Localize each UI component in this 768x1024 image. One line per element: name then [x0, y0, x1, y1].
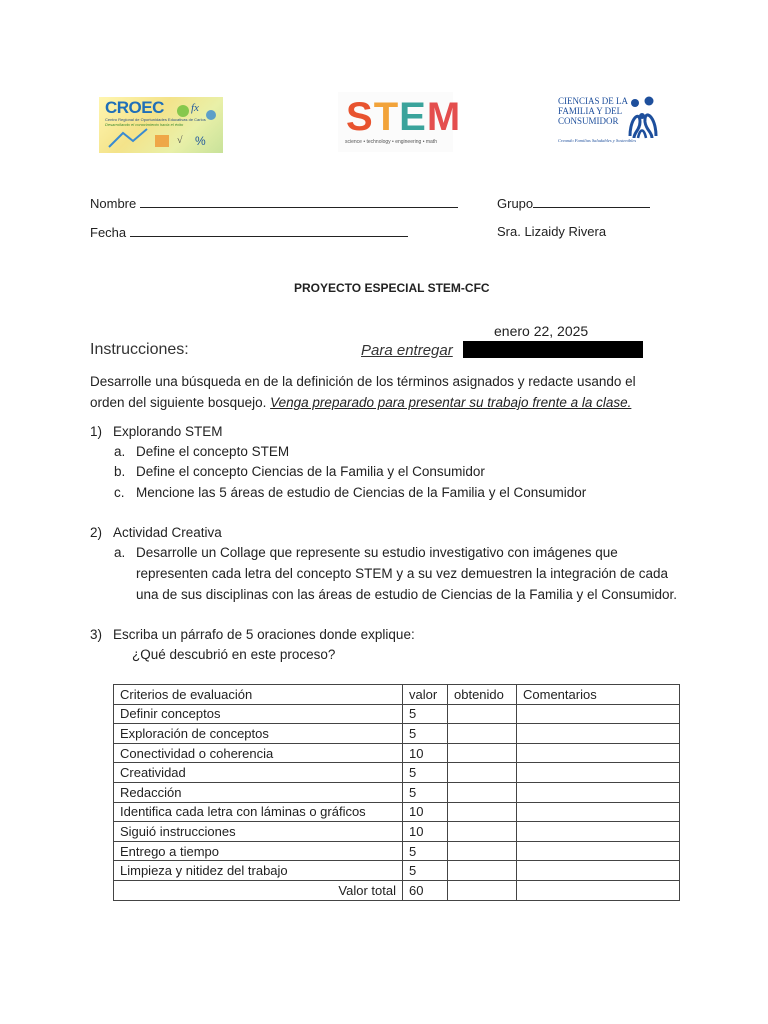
nombre-label: Nombre — [90, 196, 137, 211]
cfc-logo-line: CONSUMIDOR — [558, 116, 619, 126]
valor-cell: 5 — [403, 861, 448, 881]
fecha-label: Fecha — [90, 225, 127, 240]
criterio-cell: Siguió instrucciones — [114, 822, 403, 842]
obtenido-cell[interactable] — [448, 743, 517, 763]
item-marker: a. — [114, 444, 126, 459]
table-row — [114, 743, 680, 763]
grupo-field[interactable] — [497, 195, 650, 211]
list-item: Define el concepto Ciencias de la Familia y el Consumidor — [136, 464, 485, 479]
stem-letter: S — [346, 95, 374, 139]
column-header: obtenido — [448, 685, 517, 705]
criterio-cell: Definir conceptos — [114, 704, 403, 724]
section-number: 1) — [90, 424, 103, 439]
intro-emphasis: Venga preparado para presentar su trabajo frente a la clase. — [270, 395, 632, 410]
list-item-line: Desarrolle un Collage que represente su estudio investigativo con imágenes que — [136, 545, 618, 560]
section-title: Explorando STEM — [113, 424, 223, 439]
table-header-row — [114, 685, 680, 705]
comentarios-cell[interactable] — [517, 802, 680, 822]
page-title: PROYECTO ESPECIAL STEM-CFC — [294, 281, 490, 295]
criterio-cell: Conectividad o coherencia — [114, 743, 403, 763]
obtenido-cell[interactable] — [448, 704, 517, 724]
comentarios-cell[interactable] — [517, 841, 680, 861]
croec-logo — [99, 97, 223, 153]
stem-logo — [338, 92, 462, 152]
list-item: Define el concepto STEM — [136, 444, 290, 459]
item-marker: b. — [114, 464, 126, 479]
teacher-name: Sra. Lizaidy Rivera — [497, 224, 607, 239]
column-header: Criterios de evaluación — [114, 685, 403, 705]
valor-cell: 5 — [403, 782, 448, 802]
section-number: 3) — [90, 627, 103, 642]
family-icon — [626, 96, 660, 140]
croec-logo-line: Centro Regional de Oportunidades Educativas de Carlos — [105, 117, 206, 122]
item-marker: a. — [114, 545, 126, 560]
table-row — [114, 763, 680, 783]
comentarios-cell[interactable] — [517, 724, 680, 744]
section-question: ¿Qué descubrió en este proceso? — [132, 647, 336, 662]
table-row — [114, 704, 680, 724]
section-number: 2) — [90, 525, 103, 540]
criterio-cell: Creatividad — [114, 763, 403, 783]
rubric-table — [113, 684, 680, 901]
stem-letter: E — [399, 95, 427, 139]
grupo-blank-line[interactable] — [533, 195, 650, 208]
criterio-cell: Exploración de conceptos — [114, 724, 403, 744]
due-date: enero 22, 2025 — [494, 323, 589, 339]
valor-cell: 5 — [403, 763, 448, 783]
criterio-cell: Redacción — [114, 782, 403, 802]
intro-text: Desarrolle una búsqueda en de la definición de los términos asignados y redacte usando el orden del siguiente bosquejo. — [90, 374, 636, 410]
valor-cell: 5 — [403, 704, 448, 724]
cfc-logo-line: CIENCIAS DE LA — [558, 96, 628, 106]
croec-logo-graphics — [99, 97, 223, 153]
stem-logo-word — [346, 97, 461, 137]
item-marker: c. — [114, 485, 125, 500]
comentarios-cell[interactable] — [517, 782, 680, 802]
fecha-field[interactable] — [90, 224, 408, 240]
table-row — [114, 822, 680, 842]
valor-cell: 10 — [403, 802, 448, 822]
criterio-cell: Limpieza y nitidez del trabajo — [114, 861, 403, 881]
cfc-logo — [556, 94, 666, 152]
table-row — [114, 782, 680, 802]
criterio-cell: Entrego a tiempo — [114, 841, 403, 861]
grupo-label: Grupo — [497, 196, 534, 211]
comentarios-cell[interactable] — [517, 880, 680, 900]
column-header: valor — [403, 685, 448, 705]
table-row — [114, 861, 680, 881]
valor-cell: 10 — [403, 743, 448, 763]
redacted-block — [463, 341, 643, 358]
obtenido-cell[interactable] — [448, 782, 517, 802]
table-row — [114, 841, 680, 861]
table-row — [114, 724, 680, 744]
croec-logo-title: CROEC — [105, 98, 164, 117]
instrucciones-label: Instrucciones: — [90, 341, 189, 358]
table-total-row — [114, 880, 680, 900]
obtenido-cell[interactable] — [448, 841, 517, 861]
table-row — [114, 802, 680, 822]
valor-cell: 5 — [403, 841, 448, 861]
obtenido-cell[interactable] — [448, 822, 517, 842]
nombre-field[interactable] — [90, 195, 458, 211]
list-item: Mencione las 5 áreas de estudio de Ciencias de la Familia y el Consumidor — [136, 485, 587, 500]
obtenido-cell[interactable] — [448, 763, 517, 783]
svg-text:√: √ — [177, 135, 183, 146]
obtenido-cell[interactable] — [448, 724, 517, 744]
list-item-line: una de sus disciplinas con las áreas de estudio de Ciencias de la Familia y el Consumidor. — [136, 587, 678, 602]
obtenido-cell[interactable] — [448, 861, 517, 881]
comentarios-cell[interactable] — [517, 822, 680, 842]
comentarios-cell[interactable] — [517, 704, 680, 724]
croec-logo-line: Desarrollando el conocimiento hacia el éxito — [105, 122, 184, 127]
valor-cell: 5 — [403, 724, 448, 744]
obtenido-cell[interactable] — [448, 880, 517, 900]
section-title: Actividad Creativa — [113, 525, 222, 540]
entregar-label: Para entregar — [361, 342, 453, 359]
valor-cell: 10 — [403, 822, 448, 842]
cfc-logo-line: FAMILIA Y DEL — [558, 106, 623, 116]
cfc-logo-tagline: Creando Familias Saludables y Sostenibles — [558, 138, 637, 143]
svg-text:%: % — [195, 134, 206, 148]
column-header: Comentarios — [517, 685, 680, 705]
total-value: 60 — [403, 880, 448, 900]
comentarios-cell[interactable] — [517, 743, 680, 763]
obtenido-cell[interactable] — [448, 802, 517, 822]
intro-paragraph — [90, 371, 670, 413]
total-label: Valor total — [114, 880, 403, 900]
criterio-cell: Identifica cada letra con láminas o gráficos — [114, 802, 403, 822]
comentarios-cell[interactable] — [517, 763, 680, 783]
stem-letter: M — [426, 95, 462, 139]
svg-text:fx: fx — [191, 102, 199, 114]
section-title: Escriba un párrafo de 5 oraciones donde explique: — [113, 627, 415, 642]
nombre-blank-line[interactable] — [140, 195, 458, 208]
fecha-blank-line[interactable] — [130, 224, 408, 237]
cfc-logo-text — [558, 96, 628, 126]
comentarios-cell[interactable] — [517, 861, 680, 881]
list-item-line: representen cada letra del concepto STEM y a su vez demuestren la integración de cada — [136, 566, 669, 581]
stem-logo-subtitle: science • technology • engineering • math — [345, 139, 437, 145]
stem-letter: T — [373, 95, 400, 139]
